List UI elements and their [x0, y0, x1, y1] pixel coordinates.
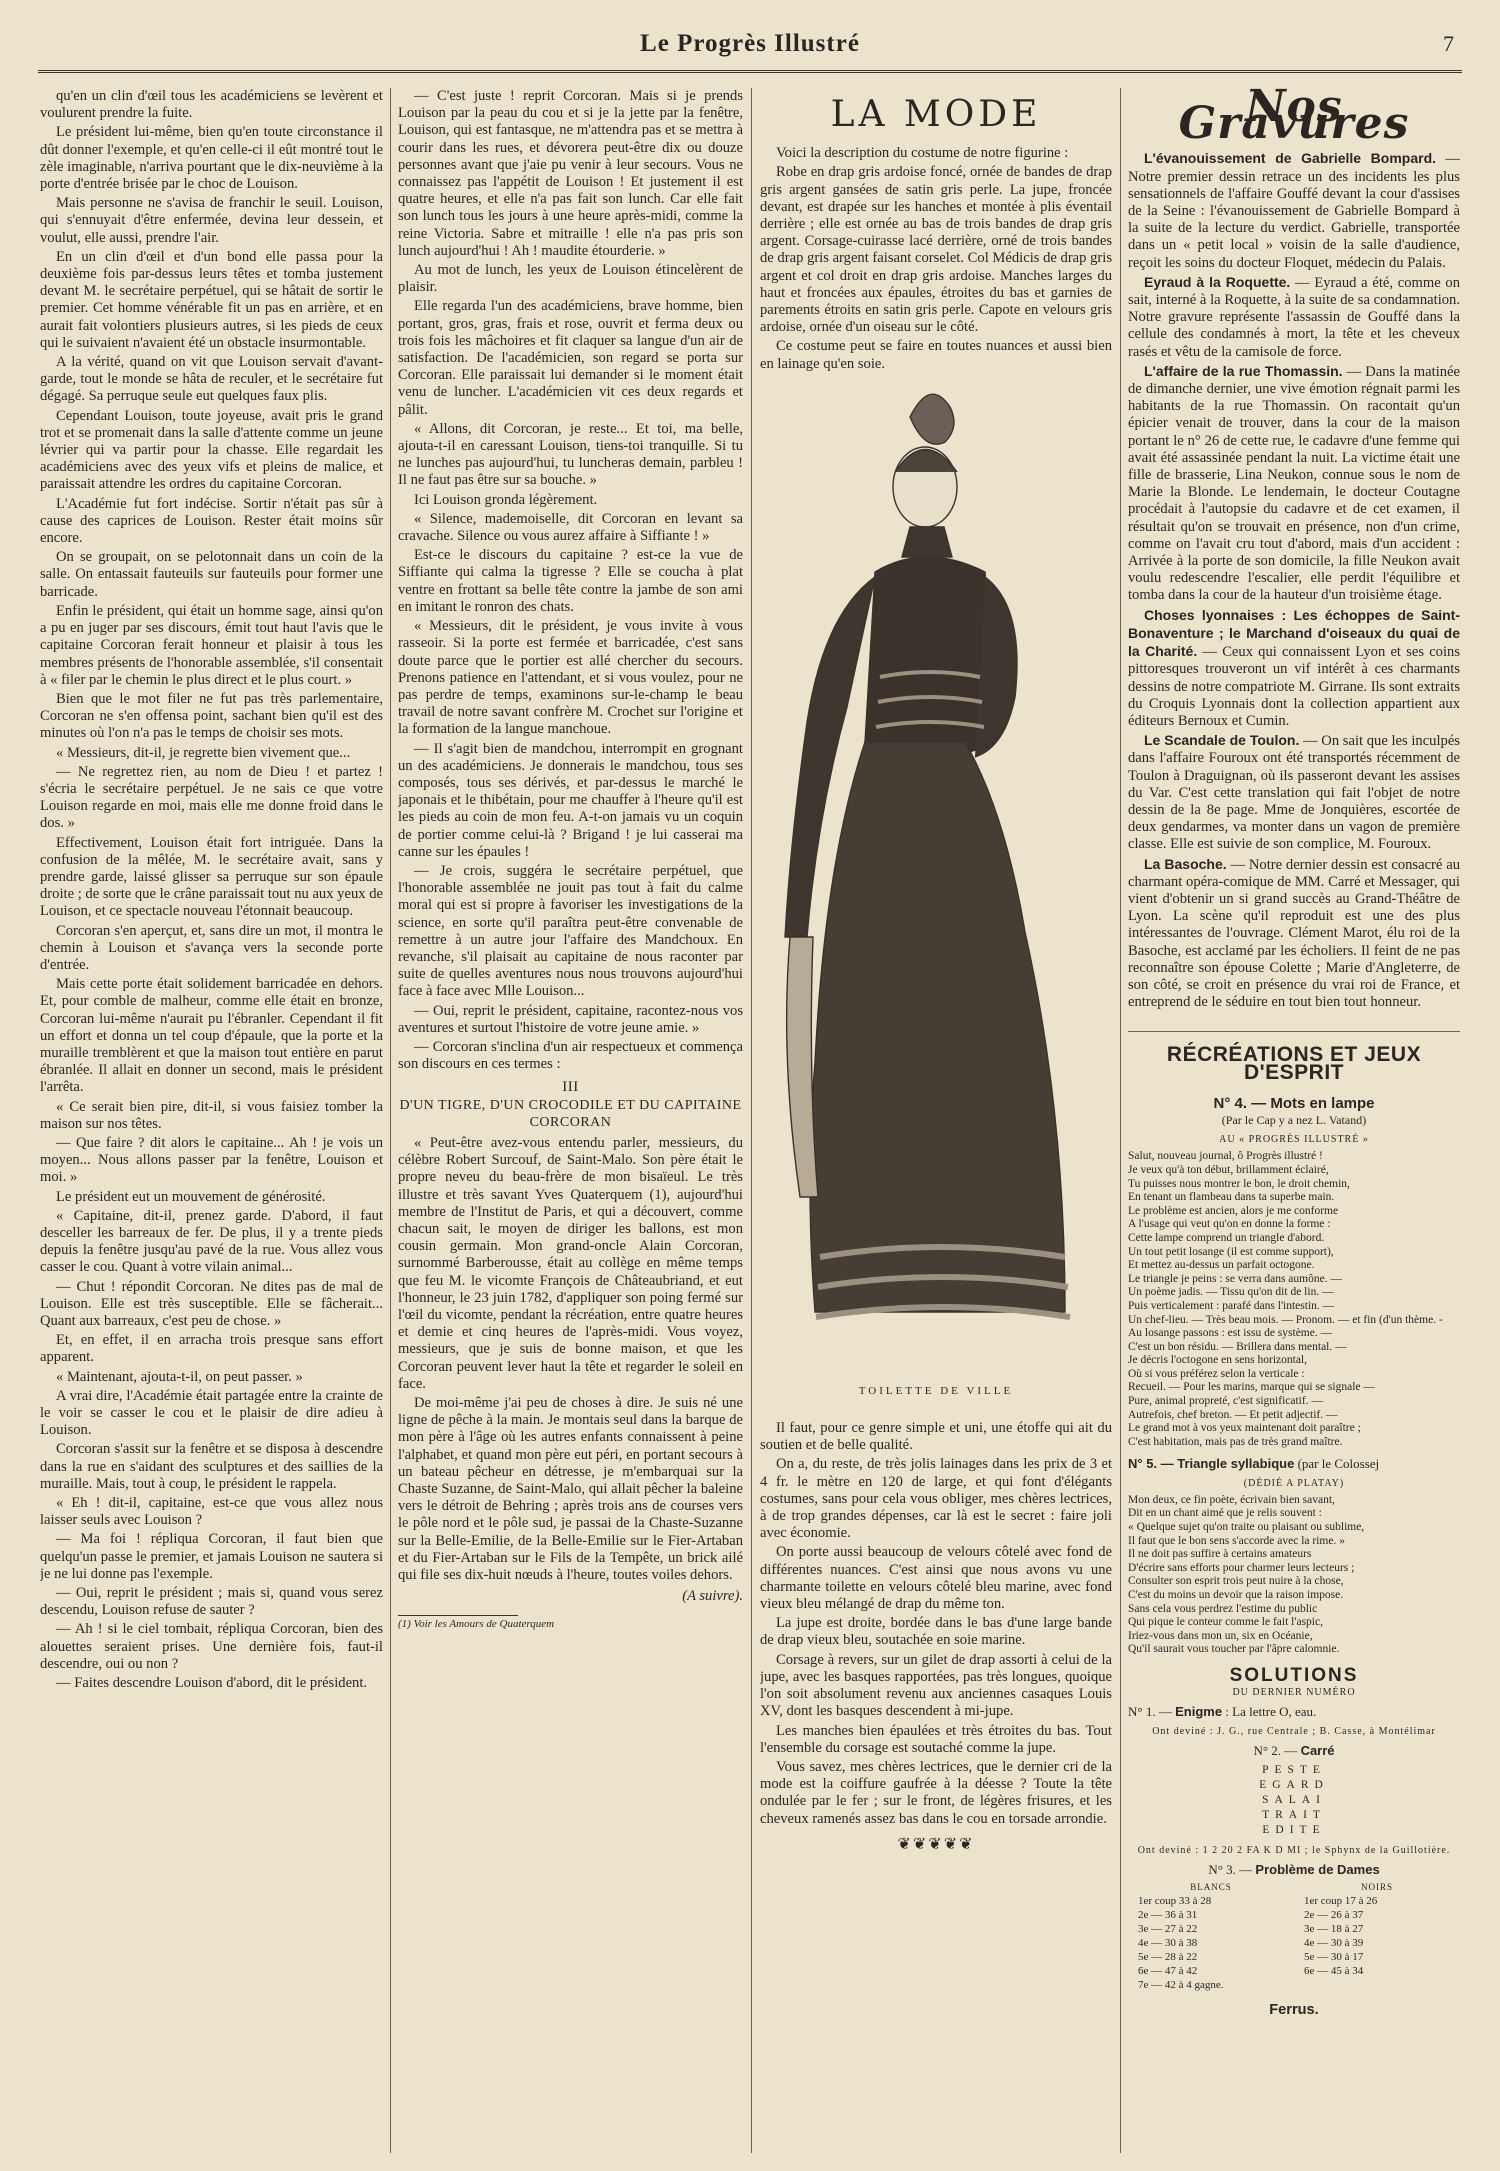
engraving-item: [1128, 856, 1460, 1012]
puzzle-5-title: N° 5. — Triangle syllabique: [1128, 1456, 1295, 1472]
paragraph: Les manches bien épaulées et très étroites du bas. Tout l'ensemble du corsage est soutaché comme la jupe.: [760, 1722, 1112, 1756]
text-line: Il faut que le bon sens s'accorde avec la rime. »: [1128, 1534, 1345, 1547]
solution-2-label: N° 2. —: [1253, 1742, 1298, 1758]
paragraph: — Chut ! répondit Corcoran. Ne dites pas de mal de Louison. Elle est très susceptible. Elle se fâcherait... Quant aux barreaux, c'est peu de chose. »: [40, 1278, 383, 1330]
solution-1-solvers: Ont deviné : J. G., rue Centrale ; B. Casse, à Montélimar: [1152, 1725, 1436, 1737]
text-line: C'est habitation, mais pas de très grand maître.: [1128, 1435, 1343, 1448]
text-line: TRAIT: [1262, 1808, 1326, 1821]
black-moves: [1304, 1894, 1450, 1992]
engraving-item: [1128, 363, 1460, 605]
paragraph: Enfin le président, qui était un homme sage, ainsi qu'on a pu en juger par ses discours, émit tout haut l'avis que le capitaine Corcoran ferait honneur et plaisir à tous les membres présents de l'honorable assemblée, s'il consentait à « filer par le chemin le plus direct et le plus court. »: [40, 602, 383, 688]
text-line: Autrefois, chef breton. — Et petit adjectif. —: [1128, 1408, 1338, 1421]
paragraph: « Ce serait bien pire, dit-il, si vous faisiez tomber la maison sur nos têtes.: [40, 1098, 383, 1132]
text-line: D'écrire sans efforts pour charmer leurs lecteurs ;: [1128, 1561, 1355, 1574]
paragraph: — Corcoran s'inclina d'un air respectueux et commença son discours en ces termes :: [398, 1038, 743, 1073]
engravings-title: Nos Gravures: [1178, 88, 1410, 150]
paragraph: Effectivement, Louison était fort intriguée. Dans la confusion de la mêlée, M. le secrétaire avait, sans y prendre garde, laissé glisser sa perruque sur son épaule droite ; de sorte que le crâne paraissait tout nu aux yeux de Louison, et ce spectacle nouveau l'étonnait beaucoup.: [40, 834, 383, 920]
paragraph: « Maintenant, ajouta-t-il, on peut passer. »: [56, 1368, 303, 1385]
text-line: 3e — 27 à 22: [1138, 1923, 1198, 1936]
white-label: BLANCS: [1190, 1882, 1232, 1893]
text-line: 4e — 30 à 39: [1304, 1937, 1364, 1950]
text-line: 5e — 28 à 22: [1138, 1951, 1198, 1964]
paragraph: Et, en effet, il en arracha trois presque sans effort apparent.: [40, 1332, 383, 1366]
engraving-item: [1128, 732, 1460, 853]
paragraph: De moi-même j'ai peu de choses à dire. Je suis né une ligne de pêche à la main. Je montais seul dans la barque de mon père à l'âge où les autres enfants connaissent à peine l'alphabet, et quand mon père eut péri, en portant secours à un bateau pêcheur en détresse, je m'embarquai sur la Chaste Suzanne, de Saint-Malo, qui allait pêcher la baleine vers le détroit de Behring ; après trois ans de courses vers le pôle nord et le pôle sud, je passai de la Chaste-Suzanne sur la Belle-Emilie, de la Belle-Emilie sur le Fier-Artaban et du Fier-Artaban sur le Fils de la Tempête, un brick ailé qui file ses dix-huit nœuds à l'heure, toutes voiles dehors.: [398, 1395, 743, 1584]
text-line: A l'usage qui veut qu'on en donne la forme :: [1128, 1218, 1331, 1231]
solution-1-head: Enigme: [1175, 1704, 1223, 1720]
solution-1-label: N° 1. —: [1128, 1704, 1172, 1720]
puzzle-5-dedication: (DÉDIÉ A PLATAY): [1243, 1477, 1345, 1489]
engraving-item-title: La Basoche.: [1144, 855, 1227, 872]
story-paragraphs-2a: [398, 88, 743, 1073]
engraving-item: [1128, 150, 1460, 271]
text-line: Mon deux, ce fin poète, écrivain bien savant,: [1128, 1493, 1335, 1506]
chapter-number: III: [562, 1079, 579, 1096]
text-line: Un tout petit losange (il est comme support),: [1128, 1245, 1334, 1258]
text-line: 1er coup 17 à 26: [1304, 1895, 1378, 1908]
figure-caption: TOILETTE DE VILLE: [858, 1384, 1014, 1397]
text-line: Il ne doit pas suffire à certains amateurs: [1128, 1548, 1312, 1561]
text-line: Recueil. — Pour les marins, marque qui se signale —: [1128, 1381, 1375, 1394]
text-line: Tu puisses nous montrer le bon, le droit chemin,: [1128, 1177, 1350, 1190]
text-line: 2e — 26 à 37: [1304, 1909, 1364, 1922]
engraving-item-text: — Notre premier dessin retrace un des incidents les plus sensationnels de l'affaire Gouffé devant la cour d'assises de la Seine : l'évanouissement de Gabrielle Bompard à la suite de la lecture du verdict. Gabrielle, transportée dans un « petit local » voisin de la salle d'audience, reçoit les soins du docteur Floquet, médecin du Palais.: [1128, 151, 1460, 271]
paragraph: Corcoran s'en aperçut, et, sans dire un mot, il montra le chemin à Louison et s'avança vers la seconde porte d'entrée.: [40, 922, 383, 973]
text-line: Sans cela vous perdrez l'estime du public: [1128, 1602, 1318, 1615]
text-line: EDITE: [1262, 1823, 1326, 1836]
engravings-games-column: [1128, 88, 1460, 2153]
to-be-continued: (A suivre).: [682, 1588, 743, 1605]
solution-2-head: Carré: [1300, 1742, 1335, 1758]
solution-1-text: : La lettre O, eau.: [1222, 1704, 1317, 1720]
column-rule: [1120, 88, 1121, 2153]
paragraph: « Silence, mademoiselle, dit Corcoran en levant sa cravache. Silence ou vous aurez affaire à Siffiante ! »: [398, 510, 743, 545]
text-line: Le grand mot à vos yeux maintenant doit paraître ;: [1128, 1422, 1361, 1435]
text-line: C'est du moins un devoir que la raison impose.: [1128, 1589, 1344, 1601]
recreations-title: RÉCRÉATIONS ET JEUX D'ESPRIT: [1128, 1031, 1460, 1080]
engraving-item-title: Choses lyonnaises : Les échoppes de Saint-Bonaventure ; le Marchand d'oiseaux du quai de la Charité.: [1128, 606, 1460, 660]
solutions-subtitle: DU DERNIER NUMÉRO: [1232, 1687, 1356, 1699]
fashion-column: [760, 88, 1112, 2153]
fashion-illustration: [760, 377, 1106, 1377]
paragraph: Robe en drap gris ardoise foncé, ornée de bandes de drap gris argent gansées de satin gris perle. La jupe, froncée devant, est drapée sur les hanches et montée à plis éventail derrière ; elle est ornée au bas de trois bandes de drap gris argent. Corsage-cuirasse lacé derrière, orné de trois bandes de drap gris argent faisant corselet. Col Médicis de drap gris argent et col droit en drap gris ardoise. Manches larges du haut et froncées aux épaules, étroites du bas et garnies de parements étroits en satin gris perle. Capote en velours gris ardoise, ornée d'un oiseau sur le côté.: [760, 164, 1112, 336]
engraving-item-title: Eyraud à la Roquette.: [1144, 273, 1291, 290]
solution-3-head: Problème de Dames: [1255, 1862, 1380, 1878]
paragraph: On porte aussi beaucoup de velours côtelé avec fond de différentes nuances. C'est ainsi que nous avons vu une charmante toilette en velours côtelé bleu marine, avec fond vieux bleu mélangé de drap du même ton.: [760, 1544, 1112, 1613]
text-line: Consulter son esprit trois peut nuire à la chose,: [1128, 1575, 1344, 1588]
text-line: 3e — 18 à 27: [1304, 1923, 1364, 1936]
page-number: 7: [1443, 31, 1454, 56]
chapter-heading: [398, 1079, 743, 1131]
text-line: Dit en un chant aimé que je relis souvent :: [1128, 1507, 1322, 1520]
story-column-2: [398, 88, 743, 2153]
paragraph: Mais cette porte était solidement barricadée en dehors. Et, pour comble de malheur, comme elle était en bronze, Corcoran lui-même n'aurait pu l'ébranler. Cependant il fit un effort et donna un tel coup d'épaule, que la porte et la muraille tremblèrent et que la maison tout entière en parut ébranlée. Il allait en donner un second, mais le président l'arrêta.: [40, 976, 383, 1096]
paragraph: Le président lui-même, bien qu'en toute circonstance il dût donner l'exemple, et qu'en celle-ci il eût montré tout le zèle imaginable, n'arriva pourtant que le dix-neuvième à la porte d'entrée brisée par le choc de Louison.: [40, 124, 383, 193]
puzzle-4-poem: [1128, 1150, 1460, 1449]
text-line: Je décris l'octogone en sens horizontal,: [1128, 1354, 1307, 1367]
engraving-item-text: — On sait que les inculpés dans l'affaire Fouroux ont été transportés récemment de Toulon à Draguignan, où ils passeront devant les assises du Var. C'est cette translation qui fait l'objet de notre dessin de la 8e page. Mme de Jonquières, escortée de deux gendarmes, va monter dans un vagon de première classe. Elle est suivie de son complice, M. Fouroux.: [1128, 733, 1460, 853]
paragraph: — Que faire ? dit alors le capitaine... Ah ! je vois un moyen... Nous allons passer par la fenêtre, Louison et moi. »: [40, 1134, 383, 1186]
text-line: Et mettez au-dessus un parfait octogone.: [1128, 1259, 1315, 1272]
text-line: 4e — 30 à 38: [1138, 1937, 1198, 1950]
solution-2: [1128, 1742, 1460, 1759]
paragraph: — Je crois, suggéra le secrétaire perpétuel, que l'honorable assemblée ne jouit pas tout à fait du calme moral qui est si propre à favoriser les investigations de la science, en sorte qu'il paraîtra peut-être convenable de remettre à un autre jour l'affaire des Mandchoux. En revanche, s'il plaisait au capitaine de nous raconter par suite de quelles aventures nous nous trouvons aujourd'hui face à face avec Mlle Louison...: [398, 862, 743, 1000]
paragraph: Vous savez, mes chères lectrices, que le dernier cri de la mode est la coiffure gaufrée à la déesse ? Toute la tête ondulée par le fer ; sur le front, de légères frisures, et les cheveux ramenés assez bas dans le cou en torsade arrondie.: [760, 1758, 1112, 1827]
engravings-list: [1128, 150, 1460, 1011]
text-line: Cette lampe comprend un triangle d'abord.: [1128, 1231, 1325, 1244]
text-line: « Quelque sujet qu'on traite ou plaisant ou sublime,: [1128, 1521, 1365, 1534]
paragraph: Mais personne ne s'avisa de franchir le seuil. Louison, qui s'ennuyait d'être enfermée, devina leur dessein, et voulut, elle aussi, prendre l'air.: [40, 195, 383, 246]
paragraph: Elle regarda l'un des académiciens, brave homme, bien portant, gros, gras, frais et rose, ouvrit et ferma deux ou trois fois les mâchoires et fit claquer sa langue d'un air de satisfaction. De l'académicien, son regard se porta sur Corcoran. Elle paraissait lui demander si le moment était venu de luncher. L'académicien vit ces deux regards et pâlit.: [398, 298, 743, 418]
engraving-item-text: — Ceux qui connaissent Lyon et ses coins pittoresques trouveront un vif intérêt à ces charmants dessins de notre compatriote M. Girrane. Ils sont extraits du Croquis Lyonnais dont la collection appartient aux éditeurs Bernoux et Cumin.: [1128, 644, 1460, 729]
lady-dress-engraving: [760, 377, 1106, 1377]
paragraph: — Oui, reprit le président ; mais si, quand vous serez descendu, Louison refuse de sauter ?: [40, 1585, 383, 1619]
engraving-item-text: — Eyraud a été, comme on sait, interné à la Roquette, à la suite de sa condamnation. Notre gravure représente l'assassin de Gouffé dans la cellule des condamnés à mort, la tête et les cheveux rasés et vêtu de la camisole de force.: [1128, 274, 1460, 360]
paragraph: L'Académie fut fort indécise. Sortir n'était pas sûr à cause des caprices de Louison. Rester était moins sûr encore.: [40, 495, 383, 547]
puzzle-5-heading: [1128, 1455, 1460, 1472]
text-line: 5e — 30 à 17: [1304, 1951, 1364, 1964]
text-line: Qui pique le conteur comme le fait l'aspic,: [1128, 1616, 1323, 1629]
text-line: 6e — 45 à 34: [1304, 1965, 1364, 1978]
text-line: Puis verticalement : parafé dans l'intestin. —: [1128, 1299, 1335, 1312]
paragraph: Au mot de lunch, les yeux de Louison étincelèrent de plaisir.: [398, 262, 743, 296]
text-line: Salut, nouveau journal, ô Progrès illustré !: [1128, 1150, 1323, 1163]
text-line: Un poème jadis. — Tissu qu'on dit de lin. —: [1128, 1286, 1334, 1299]
paragraph: La jupe est droite, bordée dans le bas d'une large bande de drap vieux bleu, soutachée en soie marine.: [760, 1615, 1112, 1649]
paragraph: Corcoran s'assit sur la fenêtre et se disposa à descendre dans la rue en s'aidant des sculptures et des saillies de la muraille. Mais, tout à coup, le président le rappela.: [40, 1441, 383, 1492]
paragraph: « Messieurs, dit-il, je regrette bien vivement que...: [56, 744, 351, 761]
engraving-item-text: — Notre dernier dessin est consacré au charmant opéra-comique de MM. Carré et Messager, qui vient d'obtenir un si grand succès au Grand-Théâtre de Lyon. La scène qu'il reproduit est une des plus intéressantes de l'ouvrage. Clément Marot, élu roi de la Basoche, est acclamé par les écholiers. Il feint de ne pas reconnaître son épouse Colette ; Marie d'Angleterre, de son côté, se croit en présence du vrai roi de France, et entreprend de le séduire en tout bien tout honneur.: [1128, 856, 1460, 1011]
paragraph: En un clin d'œil et d'un bond elle passa pour la deuxième fois par-dessus leurs têtes et tomba justement devant M. le secrétaire perpétuel, qui se hâtait de sortir le premier. Cet homme vénérable fit un pas en arrière, et en aurait fait volontiers plusieurs autres, si les pieds de ceux qui le suivaient n'avaient été un obstacle insurmontable.: [40, 248, 383, 351]
text-line: En tenant un flambeau dans ta superbe main.: [1128, 1191, 1335, 1204]
page-header: [38, 22, 1462, 73]
paragraph: Ce costume peut se faire en toutes nuances et aussi bien en lainage qu'en soie.: [760, 338, 1112, 372]
paragraph: « Messieurs, dit le président, je vous invite à vous rasseoir. Si la porte est fermée et barricadée, c'est sans doute parce que le portier est allé chercher du secours. Prenons patience en l'attendant, et si vous voulez, pour ne pas perdre de temps, examinons sur-le-champ le beau travail de notre savant confrère M. Crochet sur l'origine et la formation de la langue manchoue.: [398, 618, 743, 738]
column-rule: [390, 88, 391, 2153]
text-line: Iriez-vous dans mon un, six en Océanie,: [1128, 1629, 1313, 1642]
white-moves: [1138, 1894, 1284, 1992]
text-line: Où si vous préférez selon la verticale :: [1128, 1367, 1305, 1380]
paragraph: Il faut, pour ce genre simple et uni, une étoffe qui ait du soutien et de belle qualité.: [760, 1420, 1112, 1454]
paragraph: A vrai dire, l'Académie était partagée entre la crainte de le voir se casser le cou et le plaisir de dire adieu à Louison.: [40, 1387, 383, 1439]
paragraph: A la vérité, quand on vit que Louison servait d'avant-garde, tout le monde se hâta de reculer, et le secrétaire fut dégagé. Sa perruque seule eut quelques faux plis.: [40, 354, 383, 405]
text-line: Qu'il saurait vous toucher par l'âpre calomnie.: [1128, 1643, 1340, 1656]
fashion-text: [760, 1420, 1112, 1828]
paragraph: Bien que le mot filer ne fut pas très parlementaire, Corcoran ne s'en offensa point, sachant bien qu'il est des minutes où l'on n'a pas le temps de choisir ses mots.: [40, 690, 383, 742]
engraving-item: [1128, 274, 1460, 361]
signature: Ferrus.: [1269, 2002, 1319, 2019]
paragraph: Est-ce le discours du capitaine ? est-ce la vue de Siffiante qui calma la tigresse ? Elle se coucha à plat ventre en frottant sa belle tête contre la jambe de son ami en imitant le ronron des chats.: [398, 547, 743, 615]
engraving-item-title: L'affaire de la rue Thomassin.: [1144, 362, 1343, 379]
engraving-item-text: — Dans la matinée de dimanche dernier, une vive émotion régnait parmi les habitants de la rue Thomassin. On racontait qu'un épicier venait de trouver, dans la cour de la maison portant le n° 26 de cette rue, le cadavre d'une femme qui avait été assassinée pendant la nuit. La victime était une fille de brasserie, Lina Neukon, connue sous le nom de Marie la Blonde. Le lendemain, le docteur Coutagne procédait à l'autopsie du cadavre et de cet examen, il résultait qu'on se trouvait en présence, non d'un crime, comme on l'avait cru tout d'abord, mais d'un accident : Arrivée à la porte de son domicile, la fille Neukon avait voulu redescendre l'escalier, elle perdit l'équilibre et tomba dans la cour de la hauteur d'un troisième étage.: [1128, 363, 1460, 604]
text-line: Je veux qu'à ton début, brillamment éclairé,: [1128, 1163, 1329, 1176]
paragraph: qu'en un clin d'œil tous les académiciens se levèrent et voulurent prendre la fuite.: [40, 88, 383, 122]
engraving-item-title: L'évanouissement de Gabrielle Bompard.: [1144, 150, 1437, 167]
paragraph: On a, du reste, de très jolis lainages dans les prix de 3 et 4 fr. le mètre en 120 de large, et qui font d'élégants costumes, sans pour cela vous obliger, mes chères lectrices, à de trop grandes dépenses, car là est le secret : faire joli avec économie.: [760, 1456, 1112, 1542]
black-label: NOIRS: [1360, 1882, 1393, 1893]
text-line: 6e — 47 à 42: [1138, 1965, 1198, 1978]
paragraph: — Oui, reprit le président, capitaine, racontez-nous vos aventures et surtout l'histoire de votre jeune amie. »: [398, 1002, 743, 1036]
puzzle-4-heading: N° 4. — Mots en lampe: [1213, 1094, 1375, 1112]
text-line: 1er coup 33 à 28: [1138, 1895, 1212, 1908]
engraving-item-title: Le Scandale de Toulon.: [1144, 732, 1300, 749]
solution-3-label: N° 3. —: [1208, 1862, 1253, 1878]
draughts-moves: [1138, 1880, 1450, 1992]
story-paragraphs-1: [40, 88, 383, 1692]
paragraph: — Faites descendre Louison d'abord, dit le président.: [56, 1675, 368, 1692]
paragraph: « Capitaine, dit-il, prenez garde. D'abord, il faut desceller les barreaux de fer. De plus, il y a trente pieds depuis la fenêtre jusqu'au pavé de la rue. Vous allez vous casser le cou. Quant à votre vilain animal...: [40, 1207, 383, 1276]
paragraph: — Ah ! si le ciel tombait, répliqua Corcoran, bien des alouettes seraient prises. Une dernière fois, faut-il descendre, oui ou non ?: [40, 1621, 383, 1672]
puzzle-5-poem: [1128, 1494, 1460, 1657]
paragraph: — Il s'agit bien de mandchou, interrompit en grognant un des académiciens. Je donnerais le mandchou, tous ses composés, tous ses dérivés, et par-dessus le marché le japonais et le thibétain, pour me chauffer à l'heure qu'il est les pieds au coin de mon feu. A-t-on jamais vu un coquin de portier comme celui-là ? Brigand ! je lui casserai ma canne sur les épaules !: [398, 740, 743, 860]
text-line: PESTE: [1262, 1763, 1326, 1776]
engraving-item: [1128, 607, 1460, 730]
column-rule: [751, 88, 752, 2153]
fashion-title: LA MODE: [830, 94, 1042, 135]
footnote: (1) Voir les Amours de Quaterquem: [398, 1618, 555, 1631]
text-line: 7e — 42 à 4 gagne.: [1138, 1979, 1224, 1992]
paragraph: — C'est juste ! reprit Corcoran. Mais si je prends Louison par la peau du cou et si je la jette par la fenêtre, Louison, qui est fantasque, ne m'attendra pas et se mettra à courir dans les rues, et dévorera peut-être dix ou douze personnes avant que j'aie pu venir à leur secours. Vous ne connaissez pas l'appétit de Louison ! Et justement il est quatre heures, et elle n'a pas fait son lunch. Car elle fait son lunch tous les jours à une heure après-midi, comme la reine Victoria. Sabre et mitraille ! elle n'a pas pris son lunch aujourd'hui ! Ah ! maudite étourderie. »: [398, 88, 743, 259]
solution-1: [1128, 1703, 1460, 1720]
text-line: EGARD: [1259, 1778, 1329, 1791]
paragraph: — Ma foi ! répliqua Corcoran, il faut bien que quelqu'un passe le premier, et jamais Louison ne sautera si je ne lui donne pas l'exemple.: [40, 1531, 383, 1582]
solution-2-solvers: Ont deviné : 1 2 20 2 FA K D MI ; le Sphynx de la Guillotière.: [1137, 1844, 1451, 1856]
puzzle-4-dedication: AU « PROGRÈS ILLUSTRÉ »: [1219, 1134, 1369, 1146]
text-line: Le triangle je peins : se verra dans aumône. —: [1128, 1272, 1342, 1285]
paragraph: « Eh ! dit-il, capitaine, est-ce que vous allez nous laisser seuls avec Louison ?: [40, 1495, 383, 1529]
story-column-1: [40, 88, 383, 2153]
word-square: [1128, 1763, 1460, 1838]
puzzle-5-author: (par le Colossej: [1297, 1456, 1380, 1472]
paragraph: « Allons, dit Corcoran, je reste... Et toi, ma belle, ajouta-t-il en caressant Louison, tiens-toi tranquille. Si tu ne lunches pas aujourd'hui, tu luncheras demain, parbleu ! Il ne faut pas être sur sa bouche. »: [398, 420, 743, 489]
paragraph: On se groupait, on se pelotonnait dans un coin de la salle. On entassait fauteuils sur fauteuils pour former une barricade.: [40, 549, 383, 600]
paragraph: Le président eut un mouvement de générosité.: [56, 1188, 326, 1205]
paragraph: Ici Louison gronda légèrement.: [414, 491, 598, 508]
ornament: ❦❦❦❦❦: [897, 1835, 975, 1853]
text-line: Pure, animal propreté, c'est significatif. —: [1128, 1395, 1323, 1408]
solution-3: [1128, 1861, 1460, 1878]
paragraph: — Ne regrettez rien, au nom de Dieu ! et partez ! s'écria le secrétaire perpétuel. Je ne sais ce que votre Louison regarde en moi, mais elle me donne froid dans le dos. »: [40, 763, 383, 832]
text-line: 2e — 36 à 31: [1138, 1909, 1198, 1922]
paragraph: Voici la description du costume de notre figurine :: [776, 145, 1069, 162]
story-paragraphs-2b: [398, 1135, 743, 1584]
text-line: Le problème est ancien, alors je me conforme: [1128, 1204, 1339, 1217]
chapter-title: D'UN TIGRE, D'UN CROCODILE ET DU CAPITAINE CORCORAN: [399, 1097, 742, 1130]
text-line: C'est un bon résidu. — Brillera dans mental. —: [1128, 1340, 1347, 1353]
paragraph: Corsage à revers, sur un gilet de drap assorti à celui de la jupe, avec les basques rapportées, pas très longues, quoique l'on soit absolument revenu aux anciennes casaques Louis XV, dont les basques descendent à mi-jupe.: [760, 1651, 1112, 1720]
newspaper-title: Le Progrès Illustré: [640, 30, 860, 57]
puzzle-4-author: (Par le Cap y a nez L. Vatand): [1221, 1112, 1367, 1127]
paragraph: « Peut-être avez-vous entendu parler, messieurs, du célèbre Robert Surcouf, de Saint-Malo. Son père était le propre neveu du beau-frère de mon bisaïeul. Le très illustre et très savant Yves Quaterquem (1), aujourd'hui membre de l'Institut de Paris, et qui a découvert, comme chacun sait, le moyen de diriger les ballons, est mon cousin germain. Mon grand-oncle Alain Corcoran, surnommé Barberousse, était au collège en même temps que feu M. le vicomte François de Châteaubriand, et eut l'honneur, le 23 juin 1782, d'appliquer son poing fermé sur l'œil du vicomte, pendant la récréation, entre quatre heures et demie et cinq heures de l'après-midi. Vous voyez, messieurs, que je suis de bonne maison, et que les Corcoran peuvent lever haut la tête et regarder le soleil en face.: [398, 1134, 743, 1392]
fashion-intro: [760, 145, 1112, 373]
paragraph: Cependant Louison, toute joyeuse, avait pris le grand trot et se promenait dans la salle d'attente comme un jeune lévrier qui va partir pour la chasse. Elle regardait les académiciens avec des yeux vifs et pleins de malice, et paraissait attendre les ordres du capitaine Corcoran.: [40, 407, 383, 493]
solutions-title: SOLUTIONS: [1229, 1664, 1359, 1686]
text-line: Un chef-lieu. — Très beau mois. — Pronom. — et fin (d'un thème. -: [1128, 1313, 1443, 1326]
text-line: SALAI: [1262, 1793, 1326, 1806]
text-line: Au losange passons : est issu de système. —: [1128, 1327, 1333, 1340]
